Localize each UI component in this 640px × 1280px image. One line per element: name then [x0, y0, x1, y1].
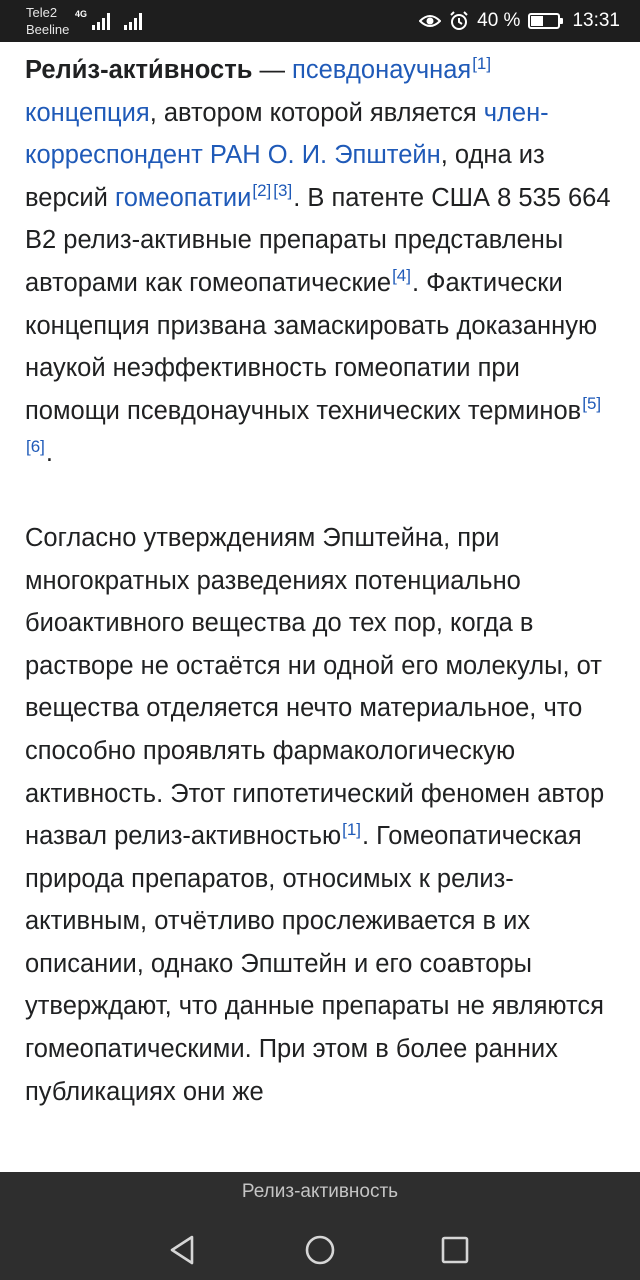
text-run: . Гомеопатическая природа препаратов, относимых к релиз-активным, отчётливо прослеживается в их описании, однако Эпштейн и его соавторы утверждают, что данные препараты не являются гомеопатическими. При этом в более ранних публикациях они же — [25, 822, 604, 1106]
ref-link-6[interactable]: [6] — [26, 436, 45, 456]
bottom-bar — [0, 1172, 640, 1280]
alarm-icon — [449, 11, 469, 31]
carrier-names — [26, 4, 69, 38]
signal-icon — [92, 12, 112, 30]
eye-icon — [419, 13, 441, 29]
article-term: Рели́з-акти́вность — [25, 56, 253, 84]
link-corresponding-member[interactable]: член-корреспондент РАН О. И. Эпштейн — [25, 98, 549, 170]
ref-link-3[interactable]: [3] — [273, 181, 293, 201]
status-right-group — [419, 0, 620, 42]
home-circle-icon[interactable] — [298, 1228, 342, 1272]
back-triangle-icon[interactable] — [160, 1228, 204, 1272]
text-run: . В патенте США 8 535 664 B2 релиз-активные препараты представлены авторами как гомеопатические — [25, 183, 611, 297]
signal-icon — [124, 12, 144, 30]
link-concept[interactable]: концепция — [25, 98, 150, 127]
ref-link-1[interactable]: [1] — [472, 53, 492, 73]
carrier-2-label: Beeline — [26, 22, 70, 37]
link-pseudoscience[interactable]: псевдонаучная — [292, 56, 472, 84]
text-run: — — [252, 56, 293, 84]
battery-icon — [528, 13, 560, 29]
ref-link-5[interactable]: [5] — [582, 394, 602, 414]
page-title-footer[interactable]: Релиз-активность — [241, 1181, 399, 1202]
recents-square-icon[interactable] — [433, 1228, 477, 1272]
battery-percent: 40 % — [477, 10, 521, 31]
article-body — [25, 49, 617, 1172]
status-bar — [0, 0, 640, 42]
carrier-1-label: Tele2 — [26, 5, 58, 20]
ref-link-4[interactable]: [4] — [392, 266, 411, 286]
paragraph-2 — [25, 517, 617, 1113]
network-type-label: 4G — [75, 9, 88, 19]
text-run: , автором которой является — [149, 98, 484, 127]
ref-link-2[interactable]: [2] — [252, 181, 272, 201]
system-navigation-bar — [0, 1218, 640, 1280]
link-homeopathy[interactable]: гомеопатии — [114, 183, 252, 212]
paragraph-1 — [25, 49, 617, 475]
text-run: Согласно утверждениям Эпштейна, при многократных разведениях потенциально биоактивного вещества до тех пор, когда в растворе не остаётся ни одной его молекулы, от вещества отделяется нечто материальное, что способно проявлять фармакологическую активность. Этот гипотетический феномен автор назвал релиз-активностью — [25, 523, 605, 851]
text-run: . Фактически концепция призвана замаскировать доказанную наукой неэффективность гомеопатии при помощи псевдонаучных технических терминов — [25, 268, 598, 425]
text-run: , одна из версий — [25, 141, 545, 212]
ref-link-1[interactable]: [1] — [342, 819, 362, 839]
text-run: . — [45, 439, 53, 468]
clock: 13:31 — [572, 10, 620, 31]
